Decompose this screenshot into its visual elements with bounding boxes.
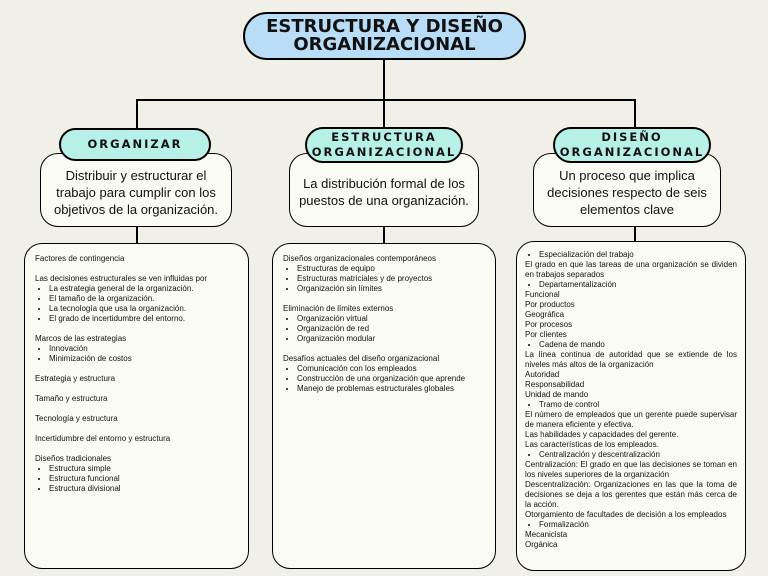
text-cadena: La línea continua de autoridad que se extiende de los niveles más altos de la organización xyxy=(525,350,737,369)
list-item: • Estructura funcional xyxy=(49,474,238,484)
text-factores: Factores de contingencia xyxy=(35,254,125,263)
text-formal-item: Mecanicista xyxy=(525,530,568,539)
text-dep-item: Por productos xyxy=(525,300,575,309)
list-item: • Departamentalización xyxy=(539,280,737,290)
list-item: • Organización sin límites xyxy=(297,284,485,294)
list-item: • La tecnología que usa la organización. xyxy=(49,304,238,314)
list-item: • Manejo de problemas estructurales globales xyxy=(297,384,485,394)
list-item: • El tamaño de la organización. xyxy=(49,294,238,304)
list-item: • Organización virtual xyxy=(297,314,485,324)
list-item: • Estructuras matriciales y de proyectos xyxy=(297,274,485,284)
list-marcos xyxy=(35,344,238,364)
list-item: • Organización modular xyxy=(297,334,485,344)
list-cadena xyxy=(525,340,737,350)
text-dep-item: Funcional xyxy=(525,290,560,299)
connector-left xyxy=(136,99,138,129)
connector-left-down xyxy=(136,225,138,245)
connector-trunk xyxy=(383,60,385,100)
definition-diseno: Un proceso que implica decisiones respecto de seis elementos clave xyxy=(533,153,721,227)
detail-estructura xyxy=(272,243,496,569)
text-desafios: Desafíos actuales del diseño organizacional xyxy=(283,354,440,363)
text-tramo-1: El número de empleados que un gerente puede supervisar de manera eficiente y efectiva. xyxy=(525,410,737,429)
list-item: • El grado de incertidumbre del entorno. xyxy=(49,314,238,324)
list-contemporaneos xyxy=(283,264,485,294)
text-eliminacion: Eliminación de límites externos xyxy=(283,304,394,313)
text-cadena-item: Autoridad xyxy=(525,370,560,379)
text-decisiones: Las decisiones estructurales se ven influidas por xyxy=(35,274,208,283)
text-dep-item: Por clientes xyxy=(525,330,567,339)
list-tramo xyxy=(525,400,737,410)
list-item: • Estructura simple xyxy=(49,464,238,474)
list-item: • Innovación xyxy=(49,344,238,354)
list-disenos xyxy=(35,464,238,494)
text-estrategia: Estrategia y estructura xyxy=(35,374,116,383)
list-departamentalizacion xyxy=(525,280,737,290)
list-item: • Especialización del trabajo xyxy=(539,250,737,260)
list-item: • Comunicación con los empleados xyxy=(297,364,485,374)
detail-diseno xyxy=(516,241,746,571)
list-item: • La estrategia general de la organización. xyxy=(49,284,238,294)
text-marcos: Marcos de las estrategias xyxy=(35,334,127,343)
list-item: • Minimización de costos xyxy=(49,354,238,364)
definition-organizar: Distribuir y estructurar el trabajo para cumplir con los objetivos de la organización. xyxy=(40,153,232,227)
text-tecnologia: Tecnología y estructura xyxy=(35,414,118,423)
text-incertidumbre: Incertidumbre del entorno y estructura xyxy=(35,434,171,443)
text-disenos: Diseños tradicionales xyxy=(35,454,112,463)
list-especializacion xyxy=(525,250,737,260)
heading-diseno-organizacional: DISEÑO ORGANIZACIONAL xyxy=(553,127,711,163)
text-tramo-3: Las características de los empleados. xyxy=(525,440,659,449)
heading-organizar: ORGANIZAR xyxy=(59,128,211,161)
diagram-title: ESTRUCTURA Y DISEÑO ORGANIZACIONAL xyxy=(243,12,526,60)
definition-estructura: La distribución formal de los puestos de una organización. xyxy=(289,153,479,227)
list-decisiones xyxy=(35,284,238,324)
list-item: • Cadena de mando xyxy=(539,340,737,350)
connector-center-down xyxy=(383,225,385,245)
text-otorgamiento: Otorgamiento de facultades de decisión a los empleados xyxy=(525,510,727,519)
list-item: • Organización de red xyxy=(297,324,485,334)
connector-right xyxy=(634,99,636,129)
text-tamano: Tamaño y estructura xyxy=(35,394,108,403)
list-eliminacion xyxy=(283,314,485,344)
text-centralizacion: Centralización: El grado en que las decisiones se toman en los niveles superiores de la organización xyxy=(525,460,737,479)
detail-organizar xyxy=(24,243,249,569)
text-contemporaneos: Diseños organizacionales contemporáneos xyxy=(283,254,436,263)
list-item: • Formalización xyxy=(539,520,737,530)
text-descentralizacion: Descentralización: Organizaciones en las que la toma de decisiones se deja a los gerentes que están más cerca de la acción. xyxy=(525,480,737,509)
text-formal-item: Orgánica xyxy=(525,540,558,549)
list-item: • Estructuras de equipo xyxy=(297,264,485,274)
text-cadena-item: Unidad de mando xyxy=(525,390,589,399)
connector-center xyxy=(383,99,385,129)
list-desafios xyxy=(283,364,485,394)
list-item: • Tramo de control xyxy=(539,400,737,410)
connector-horizontal xyxy=(136,99,636,101)
heading-estructura-organizacional: ESTRUCTURA ORGANIZACIONAL xyxy=(305,127,463,163)
list-item: • Centralización y descentralización xyxy=(539,450,737,460)
list-item: • Construcción de una organización que aprende xyxy=(297,374,485,384)
list-centralizacion xyxy=(525,450,737,460)
text-dep-item: Geográfica xyxy=(525,310,565,319)
text-especializacion: El grado en que las tareas de una organización se dividen en trabajos separados xyxy=(525,260,737,279)
text-cadena-item: Responsabilidad xyxy=(525,380,585,389)
list-item: • Estructura divisional xyxy=(49,484,238,494)
text-dep-item: Por procesos xyxy=(525,320,573,329)
list-formalizacion xyxy=(525,520,737,530)
text-tramo-2: Las habilidades y capacidades del gerente. xyxy=(525,430,679,439)
